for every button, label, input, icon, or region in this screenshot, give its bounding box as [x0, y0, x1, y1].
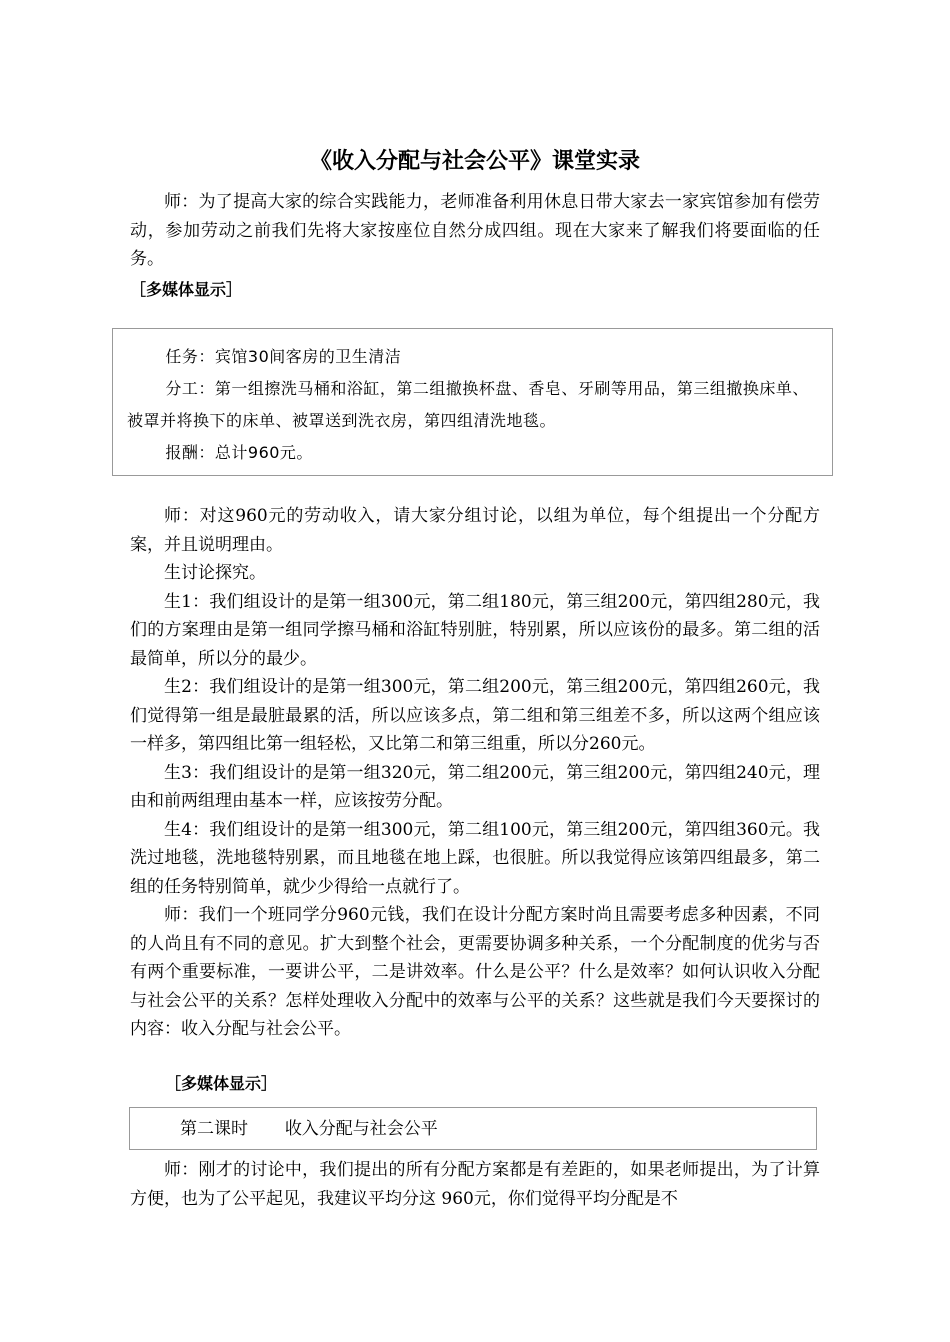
paragraph: 师：对这960元的劳动收入，请大家分组讨论，以组为单位，每个组提出一个分配方案，并且说明理由。	[130, 506, 820, 555]
task-box-content	[127, 341, 819, 469]
lesson-box-content	[180, 1116, 438, 1142]
multimedia-label: ［多媒体显示］	[165, 1074, 278, 1093]
task-box	[112, 328, 833, 476]
lesson-number: 第二课时	[180, 1119, 248, 1139]
paragraph: 生3：我们组设计的是第一组320元，第二组200元，第三组200元，第四组240元，理由和前两组理由基本一样，应该按劳分配。	[130, 762, 820, 811]
intro-block	[130, 188, 820, 274]
paragraph: 生1：我们组设计的是第一组300元，第二组180元，第三组200元，第四组280元，我们的方案理由是第一组同学擦马桶和浴缸特别脏，特别累，所以应该份的最多。第二组的活最简单，所以分的最少。	[130, 591, 820, 669]
reward-line: 报酬：总计960元。	[165, 443, 313, 462]
paragraph: 生讨论探究。	[164, 563, 266, 583]
lesson-box	[129, 1107, 817, 1150]
lesson-topic: 收入分配与社会公平	[284, 1119, 438, 1139]
document-title: 《收入分配与社会公平》课堂实录	[309, 149, 640, 174]
paragraph: 师：我们一个班同学分960元钱，我们在设计分配方案时尚且需要考虑多种因素，不同的人尚且有不同的意见。扩大到整个社会，更需要协调多种关系，一个分配制度的优劣与否有两个重要标准，一要讲公平，二是讲效率。什么是公平？什么是效率？如何认识收入分配与社会公平的关系？怎样处理收入分配中的效率与公平的关系？这些就是我们今天要探讨的内容：收入分配与社会公平。	[130, 905, 820, 1039]
closing-block	[130, 1156, 820, 1213]
multimedia-label: ［多媒体显示］	[130, 280, 243, 299]
discussion-block	[130, 502, 820, 1044]
paragraph: 生2：我们组设计的是第一组300元，第二组200元，第三组200元，第四组260元，我们觉得第一组是最脏最累的活，所以应该多点，第二组和第三组差不多，所以这两个组应该一样多，第四组比第一组轻松，又比第二和第三组重，所以分260元。	[130, 677, 820, 754]
paragraph: 生4：我们组设计的是第一组300元，第二组100元，第三组200元，第四组360元。我洗过地毯，洗地毯特别累，而且地毯在地上踩，也很脏。所以我觉得应该第四组最多，第二组的任务特别简单，就少少得给一点就行了。	[130, 819, 820, 897]
division-line: 分工：第一组擦洗马桶和浴缸，第二组撤换杯盘、香皂、牙刷等用品，第三组撤换床单、被罩并将换下的床单、被罩送到洗衣房，第四组清洗地毯。	[127, 379, 809, 430]
intro-paragraph: 师：为了提高大家的综合实践能力，老师准备利用休息日带大家去一家宾馆参加有偿劳动，参加劳动之前我们先将大家按座位自然分成四组。现在大家来了解我们将要面临的任务。	[130, 192, 820, 269]
task-line: 任务：宾馆30间客房的卫生清洁	[165, 347, 402, 366]
closing-paragraph: 师：刚才的讨论中，我们提出的所有分配方案都是有差距的，如果老师提出，为了计算方便，也为了公平起见，我建议平均分这 960元，你们觉得平均分配是不	[130, 1160, 820, 1209]
